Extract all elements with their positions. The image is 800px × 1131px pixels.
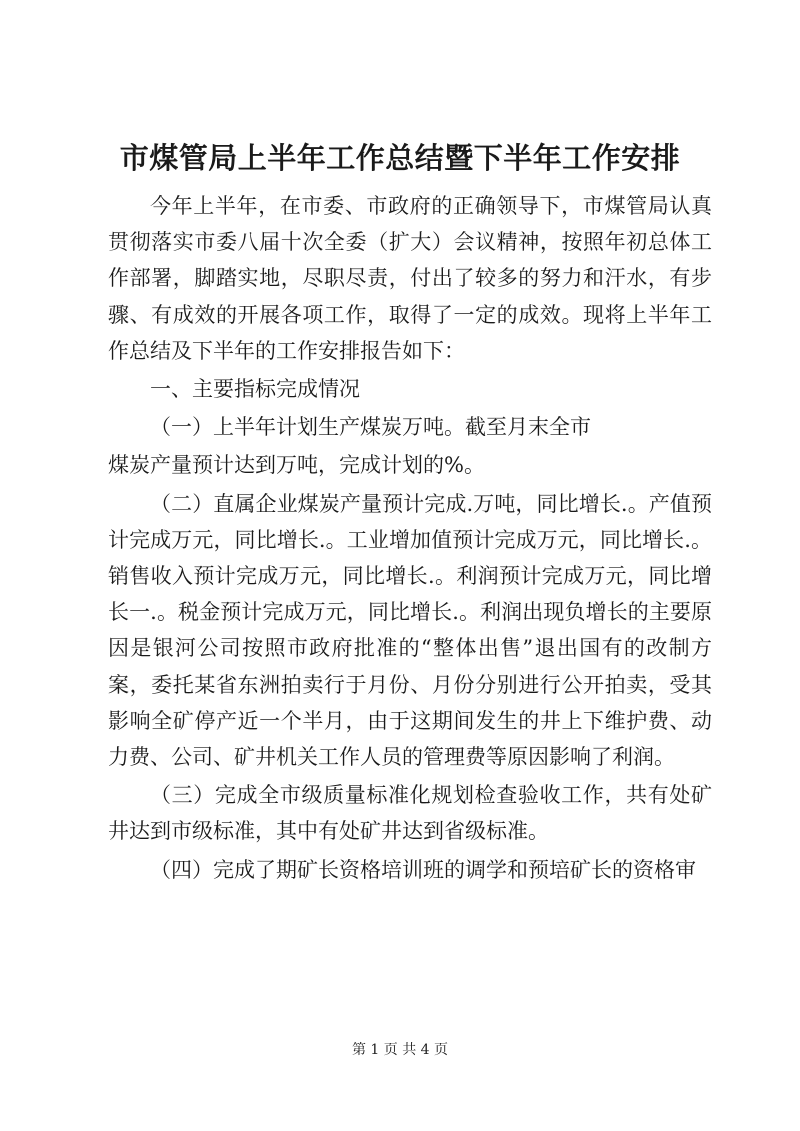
item-four-paragraph: （四）完成了期矿长资格培训班的调学和预培矿长的资格审 xyxy=(150,857,696,882)
item-three-paragraph: （三）完成全市级质量标准化规划检查验收工作，共有处矿井达到市级标准，其中有处矿井达到省级标准。 xyxy=(108,783,712,844)
page-footer: 第 1 页 共 4 页 xyxy=(351,1042,449,1058)
item-one-paragraph: （一）上半年计划生产煤炭万吨。截至月末全市 xyxy=(150,415,591,440)
item-two-paragraph: （二）直属企业煤炭产量预计完成.万吨，同比增长.。产值预计完成万元，同比增长.。工业增加值预计完成万元，同比增长.。销售收入预计完成万元，同比增长.。利润预计完成万元，同比增长一.。税金预计完成万元，同比增长.。利润出现负增长的主要原因是银河公司按照市政府批准的“整体出售”退出国有的改制方案，委托某省东洲拍卖行于月份、月份分别进行公开拍卖，受其影响全矿停产近一个半月，由于这期间发生的井上下维护费、动力费、公司、矿井机关工作人员的管理费等原因影响了利润。 xyxy=(108,491,712,770)
section-heading: 一、主要指标完成情况 xyxy=(150,377,360,402)
document-title: 市煤管局上半年工作总结暨下半年工作安排 xyxy=(119,141,681,175)
document-body xyxy=(108,188,712,888)
intro-paragraph: 今年上半年，在市委、市政府的正确领导下，市煤管局认真贯彻落实市委八届十次全委（扩大）会议精神，按照年初总体工作部署，脚踏实地，尽职尽责，付出了较多的努力和汗水，有步骤、有成效的开展各项工作，取得了一定的成效。现将上半年工作总结及下半年的工作安排报告如下： xyxy=(108,194,712,363)
item-one-continuation: 煤炭产量预计达到万吨，完成计划的%。 xyxy=(108,453,485,478)
